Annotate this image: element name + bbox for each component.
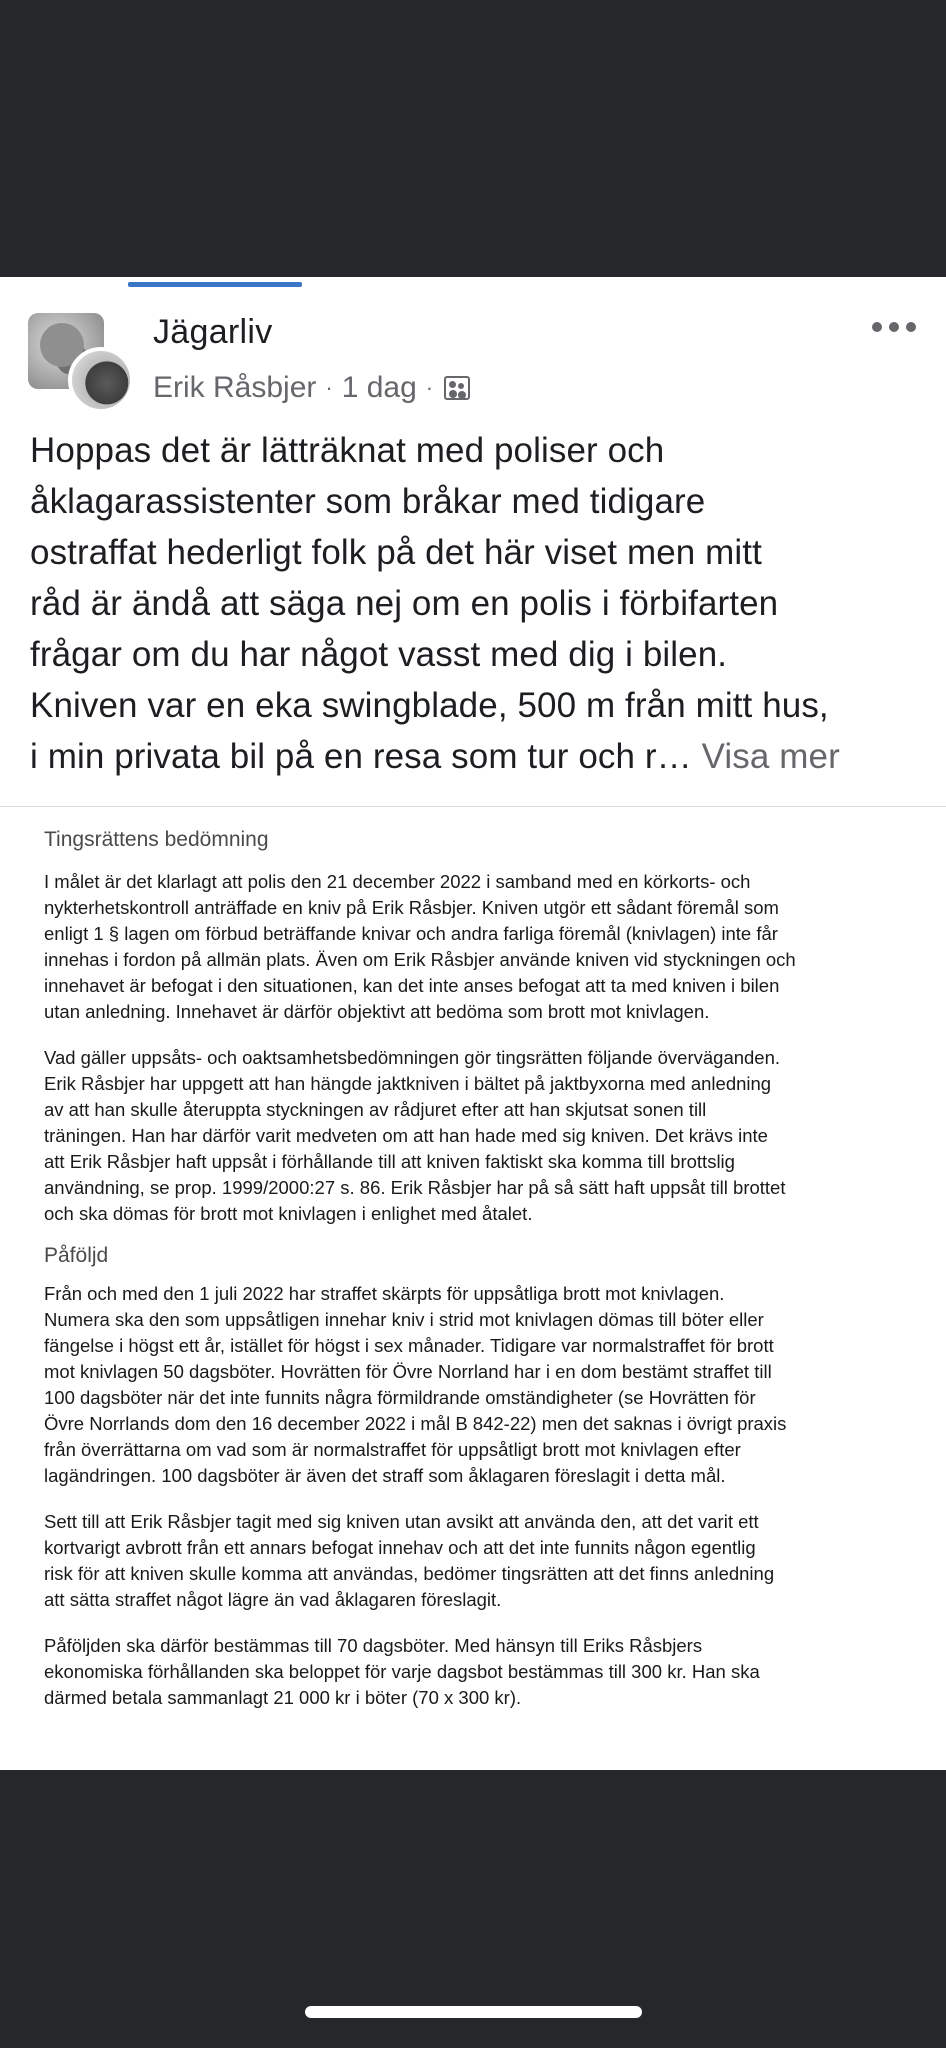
top-dark-area [0,0,946,277]
post-text-truncated: i min privata bil på en resa som tur och r… [30,737,702,776]
doc-line: att Erik Råsbjer haft uppsåt i förhållande till att kniven faktiskt ska komma till brottslig [44,1151,735,1172]
doc-line: innehavet är befogat i den situationen, kan det inte anses befogat att ta med kniven i bilen [44,975,780,996]
attached-document-image[interactable] [44,825,914,1731]
doc-line: nykterhetskontroll anträffade en kniv på Erik Råsbjer. Kniven utgör ett sådant föremål som [44,897,779,918]
doc-line: utan anledning. Innehavet är därför objektivt att bedöma som brott mot knivlagen. [44,1001,710,1022]
doc-line: därmed betala sammanlagt 21 000 kr i böter (70 x 300 kr). [44,1687,522,1708]
post-text-line-last [30,731,920,782]
post-meta [153,371,470,405]
doc-heading-pafoljd: Påföljd [44,1244,109,1267]
doc-line: Påföljden ska därför bestämmas till 70 dagsböter. Med hänsyn till Eriks Råsbjers [44,1635,703,1656]
doc-line: enligt 1 § lagen om förbud beträffande knivar och andra farliga föremål (knivlagen) inte får [44,923,778,944]
doc-line: lagändringen. 100 dagsböter är även det straff som åklagaren föreslagit i detta mål. [44,1465,726,1486]
active-tab-indicator [128,282,302,287]
doc-line: Erik Råsbjer har uppgett att han hängde jaktkniven i bältet på jaktbyxorna med anledning [44,1073,772,1094]
author-avatar[interactable] [68,347,134,413]
doc-line: risk för att kniven skulle komma att användas, bedömer tingsrätten att det finns anledning [44,1563,775,1584]
doc-line: I målet är det klarlagt att polis den 21 december 2022 i samband med en körkorts- och [44,871,751,892]
post-text-line: ostraffat hederligt folk på det här viset men mitt [30,533,762,572]
doc-line: av att han skulle återuppta styckningen av rådjuret efter att han skjutsat sonen till [44,1099,707,1120]
post-text-line: frågar om du har något vasst med dig i bilen. [30,635,728,674]
doc-line: fängelse i högst ett år, istället för högst i sex månader. Tidigare var normalstraffet för brott [44,1335,774,1356]
post-time-link[interactable]: 1 dag [341,371,417,404]
doc-line: Övre Norrlands dom den 16 december 2022 i mål B 842-22) men det saknas i övrigt praxis [44,1413,787,1434]
post-text [30,425,920,782]
author-name-link[interactable]: Erik Råsbjer [153,371,317,404]
home-indicator[interactable] [305,2006,642,2018]
doc-paragraph-5 [44,1633,914,1711]
doc-paragraph-3 [44,1281,914,1489]
doc-paragraph-1 [44,869,914,1025]
post-avatars[interactable] [28,313,136,413]
doc-line: innehas i fordon på allmän plats. Även om Erik Råsbjer använde kniven vid styckningen och [44,949,796,970]
post-text-line: Hoppas det är lätträknat med poliser och [30,431,665,470]
doc-line: och ska dömas för brott mot knivlagen i enlighet med åtalet. [44,1203,533,1224]
doc-heading-bedomning: Tingsrättens bedömning [44,828,269,851]
post-text-line: råd är ändå att säga nej om en polis i förbifarten [30,584,779,623]
post-card [0,277,946,1770]
doc-line: träningen. Han har därför varit medveten om att han hade med sig kniven. Det krävs inte [44,1125,768,1146]
doc-line: Sett till att Erik Råsbjer tagit med sig kniven utan avsikt att använda den, att det varit ett [44,1511,759,1532]
doc-line: Från och med den 1 juli 2022 har straffet skärpts för uppsåtliga brott mot knivlagen. [44,1283,725,1304]
doc-line: användning, se prop. 1999/2000:27 s. 86. Erik Råsbjer har på så sätt haft uppsåt till brottet [44,1177,786,1198]
doc-line: Numera ska den som uppsåtligen innehar kniv i strid mot knivlagen dömas till böter eller [44,1309,764,1330]
more-options-icon[interactable] [872,317,916,337]
post-text-line: åklagarassistenter som bråkar med tidigare [30,482,706,521]
group-name-link[interactable]: Jägarliv [153,313,273,351]
image-divider [0,806,946,807]
doc-line: kortvarigt avbrott från ett annars befogat innehav och att det inte funnits någon egentlig [44,1537,756,1558]
see-more-link[interactable]: Visa mer [701,737,840,776]
doc-paragraph-2 [44,1045,914,1227]
doc-line: 100 dagsböter när det inte funnits några förmildrande omständigheter (se Hovrätten för [44,1387,756,1408]
doc-paragraph-4 [44,1509,914,1613]
doc-line: mot knivlagen 50 dagsböter. Hovrätten för Övre Norrland har i en dom bestämt straffet till [44,1361,772,1382]
group-privacy-icon [444,376,470,400]
meta-separator: · [325,375,333,400]
doc-line: Vad gäller uppsåts- och oaktsamhetsbedömningen gör tingsrätten följande överväganden. [44,1047,781,1068]
meta-separator: · [425,375,434,400]
post-text-line: Kniven var en eka swingblade, 500 m från mitt hus, [30,686,829,725]
doc-line: ekonomiska förhållanden ska beloppet för varje dagsbot bestämmas till 300 kr. Han ska [44,1661,760,1682]
doc-line: att sätta straffet något lägre än vad åklagaren föreslagit. [44,1589,502,1610]
doc-line: från överrättarna om vad som är normalstraffet för uppsåtligt brott mot knivlagen efter [44,1439,741,1460]
